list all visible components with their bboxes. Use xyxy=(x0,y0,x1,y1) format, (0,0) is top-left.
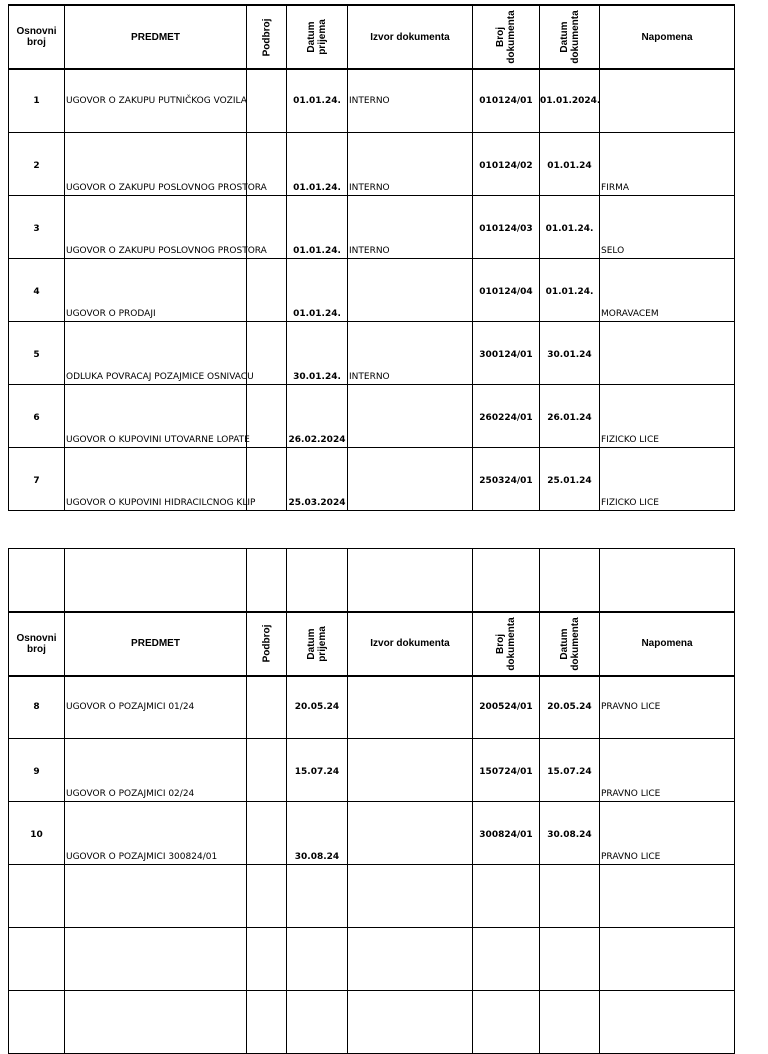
empty-row xyxy=(9,549,735,612)
empty-cell xyxy=(540,991,600,1054)
empty-cell xyxy=(540,865,600,928)
header-izvor-dokumenta: Izvor dokumenta xyxy=(348,612,473,676)
table-row xyxy=(9,384,735,447)
cell-izvor: INTERNO xyxy=(348,132,473,195)
empty-cell xyxy=(600,991,735,1054)
cell-datum-dokumenta: 25.01.24 xyxy=(540,447,600,510)
cell-podbroj xyxy=(247,69,287,132)
empty-cell xyxy=(540,549,600,612)
empty-cell xyxy=(287,865,348,928)
table-row xyxy=(9,447,735,510)
cell-datum-prijema: 30.01.24. xyxy=(287,321,348,384)
empty-cell xyxy=(9,991,65,1054)
cell-podbroj xyxy=(247,384,287,447)
cell-osnovni-broj: 2 xyxy=(9,132,65,195)
cell-izvor: INTERNO xyxy=(348,195,473,258)
empty-cell xyxy=(473,928,540,991)
cell-datum-prijema: 25.03.2024 xyxy=(287,447,348,510)
cell-izvor: INTERNO xyxy=(348,321,473,384)
cell-datum-prijema: 01.01.24. xyxy=(287,132,348,195)
empty-cell xyxy=(473,865,540,928)
cell-podbroj xyxy=(247,802,287,865)
cell-predmet: UGOVOR O POZAJMICI 01/24 xyxy=(65,676,247,739)
empty-cell xyxy=(600,865,735,928)
empty-cell xyxy=(247,549,287,612)
cell-napomena: SELO xyxy=(600,195,735,258)
empty-cell xyxy=(65,928,247,991)
header-datum-prijema: Datum prijema xyxy=(287,5,348,69)
empty-cell xyxy=(540,928,600,991)
cell-predmet: UGOVOR O POZAJMICI 300824/01 xyxy=(65,802,247,865)
table-header-row xyxy=(9,612,735,676)
cell-datum-prijema: 15.07.24 xyxy=(287,739,348,802)
empty-cell xyxy=(247,865,287,928)
cell-izvor xyxy=(348,384,473,447)
cell-broj-dokumenta: 010124/04 xyxy=(473,258,540,321)
empty-cell xyxy=(348,991,473,1054)
table-row xyxy=(9,195,735,258)
cell-broj-dokumenta: 010124/01 xyxy=(473,69,540,132)
empty-row xyxy=(9,991,735,1054)
cell-datum-prijema: 26.02.2024 xyxy=(287,384,348,447)
cell-izvor xyxy=(348,258,473,321)
cell-datum-prijema: 01.01.24. xyxy=(287,258,348,321)
cell-napomena xyxy=(600,69,735,132)
empty-row xyxy=(9,865,735,928)
cell-broj-dokumenta: 260224/01 xyxy=(473,384,540,447)
empty-cell xyxy=(287,991,348,1054)
header-napomena: Napomena xyxy=(600,612,735,676)
empty-cell xyxy=(600,928,735,991)
empty-cell xyxy=(287,549,348,612)
header-osnovni-broj: Osnovni broj xyxy=(9,5,65,69)
cell-podbroj xyxy=(247,258,287,321)
register-table-2 xyxy=(8,548,735,1054)
cell-izvor xyxy=(348,676,473,739)
cell-osnovni-broj: 9 xyxy=(9,739,65,802)
cell-napomena: MORAVACEM xyxy=(600,258,735,321)
empty-cell xyxy=(473,991,540,1054)
cell-datum-dokumenta: 30.01.24 xyxy=(540,321,600,384)
cell-predmet: UGOVOR O KUPOVINI UTOVARNE LOPATE xyxy=(65,384,247,447)
cell-osnovni-broj: 8 xyxy=(9,676,65,739)
cell-napomena: FIZICKO LICE xyxy=(600,384,735,447)
table-row xyxy=(9,739,735,802)
header-osnovni-broj: Osnovni broj xyxy=(9,612,65,676)
cell-predmet: UGOVOR O ZAKUPU POSLOVNOG PROSTORA xyxy=(65,195,247,258)
header-predmet: PREDMET xyxy=(65,612,247,676)
cell-datum-prijema: 01.01.24. xyxy=(287,195,348,258)
cell-predmet: ODLUKA POVRACAJ POZAJMICE OSNIVACU xyxy=(65,321,247,384)
header-datum-dokumenta: Datum dokumenta xyxy=(540,5,600,69)
cell-izvor: INTERNO xyxy=(348,69,473,132)
header-podbroj: Podbroj xyxy=(247,5,287,69)
empty-cell xyxy=(9,549,65,612)
cell-podbroj xyxy=(247,676,287,739)
header-napomena: Napomena xyxy=(600,5,735,69)
cell-napomena: PRAVNO LICE xyxy=(600,802,735,865)
empty-cell xyxy=(247,928,287,991)
cell-datum-dokumenta: 30.08.24 xyxy=(540,802,600,865)
cell-broj-dokumenta: 010124/03 xyxy=(473,195,540,258)
cell-predmet: UGOVOR O ZAKUPU PUTNIČKOG VOZILA xyxy=(65,69,247,132)
cell-predmet: UGOVOR O PRODAJI xyxy=(65,258,247,321)
table-row xyxy=(9,258,735,321)
empty-cell xyxy=(600,549,735,612)
cell-datum-prijema: 01.01.24. xyxy=(287,69,348,132)
empty-cell xyxy=(65,865,247,928)
table-header-row xyxy=(9,5,735,69)
cell-osnovni-broj: 7 xyxy=(9,447,65,510)
cell-osnovni-broj: 4 xyxy=(9,258,65,321)
cell-napomena: PRAVNO LICE xyxy=(600,676,735,739)
cell-datum-dokumenta: 20.05.24 xyxy=(540,676,600,739)
header-datum-prijema: Datum prijema xyxy=(287,612,348,676)
cell-datum-prijema: 30.08.24 xyxy=(287,802,348,865)
header-datum-dokumenta: Datum dokumenta xyxy=(540,612,600,676)
empty-cell xyxy=(65,991,247,1054)
cell-broj-dokumenta: 300824/01 xyxy=(473,802,540,865)
cell-predmet: UGOVOR O KUPOVINI HIDRACILCNOG KLIP xyxy=(65,447,247,510)
cell-napomena: FIRMA xyxy=(600,132,735,195)
cell-datum-dokumenta: 01.01.24. xyxy=(540,195,600,258)
header-broj-dokumenta: Broj dokumenta xyxy=(473,612,540,676)
table-row xyxy=(9,69,735,132)
cell-datum-dokumenta: 01.01.24. xyxy=(540,258,600,321)
cell-broj-dokumenta: 300124/01 xyxy=(473,321,540,384)
empty-cell xyxy=(9,928,65,991)
empty-cell xyxy=(287,928,348,991)
register-table-1 xyxy=(8,4,735,511)
cell-datum-dokumenta: 01.01.24 xyxy=(540,132,600,195)
cell-osnovni-broj: 3 xyxy=(9,195,65,258)
cell-broj-dokumenta: 150724/01 xyxy=(473,739,540,802)
header-podbroj: Podbroj xyxy=(247,612,287,676)
table-row xyxy=(9,321,735,384)
cell-broj-dokumenta: 200524/01 xyxy=(473,676,540,739)
empty-cell xyxy=(348,549,473,612)
cell-izvor xyxy=(348,802,473,865)
empty-cell xyxy=(65,549,247,612)
table-row xyxy=(9,676,735,739)
empty-cell xyxy=(9,865,65,928)
cell-napomena xyxy=(600,321,735,384)
cell-predmet: UGOVOR O ZAKUPU POSLOVNOG PROSTORA xyxy=(65,132,247,195)
cell-napomena: PRAVNO LICE xyxy=(600,739,735,802)
cell-izvor xyxy=(348,739,473,802)
header-broj-dokumenta: Broj dokumenta xyxy=(473,5,540,69)
cell-predmet: UGOVOR O POZAJMICI 02/24 xyxy=(65,739,247,802)
empty-cell xyxy=(473,549,540,612)
cell-datum-dokumenta: 26.01.24 xyxy=(540,384,600,447)
table-row xyxy=(9,132,735,195)
header-izvor-dokumenta: Izvor dokumenta xyxy=(348,5,473,69)
cell-datum-dokumenta: 15.07.24 xyxy=(540,739,600,802)
cell-osnovni-broj: 1 xyxy=(9,69,65,132)
cell-broj-dokumenta: 250324/01 xyxy=(473,447,540,510)
table-row xyxy=(9,802,735,865)
empty-cell xyxy=(247,991,287,1054)
cell-podbroj xyxy=(247,739,287,802)
cell-napomena: FIZICKO LICE xyxy=(600,447,735,510)
cell-datum-dokumenta: 01.01.2024. xyxy=(540,69,600,132)
cell-osnovni-broj: 5 xyxy=(9,321,65,384)
empty-cell xyxy=(348,865,473,928)
cell-broj-dokumenta: 010124/02 xyxy=(473,132,540,195)
cell-osnovni-broj: 6 xyxy=(9,384,65,447)
cell-osnovni-broj: 10 xyxy=(9,802,65,865)
header-predmet: PREDMET xyxy=(65,5,247,69)
empty-row xyxy=(9,928,735,991)
cell-izvor xyxy=(348,447,473,510)
empty-cell xyxy=(348,928,473,991)
cell-datum-prijema: 20.05.24 xyxy=(287,676,348,739)
